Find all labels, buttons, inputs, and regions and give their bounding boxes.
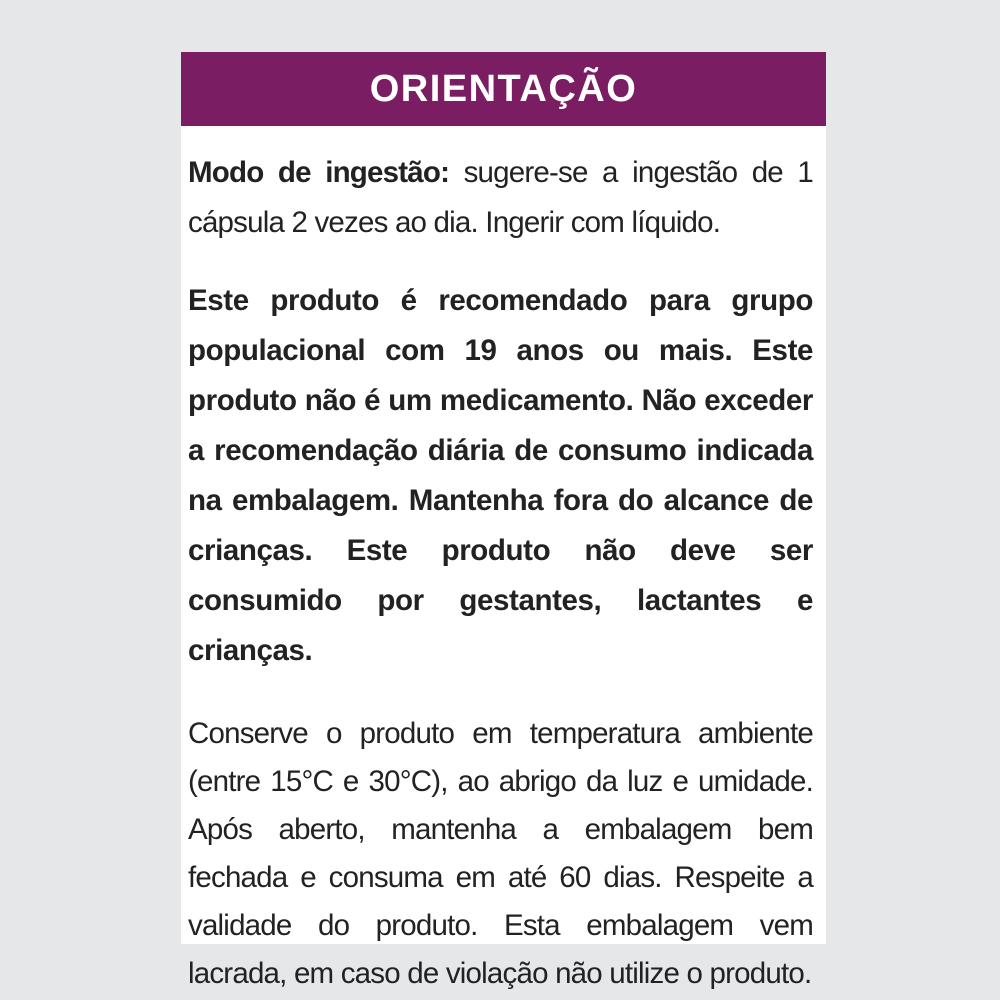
card-header — [181, 52, 826, 126]
card-content — [181, 126, 826, 998]
warning-paragraph: Este produto é recomendado para grupo populacional com 19 anos ou mais. Este produto não é um medicamento. Não exceder a recomendação diária de consumo indicada na embalagem. Mantenha fora do alcance de crianças. Este produto não deve ser consumido por gestantes, lactantes e crianças. — [188, 284, 813, 667]
ingestion-label: Modo de ingestão: — [188, 156, 450, 189]
ingestion-text: sugere-se a ingestão de 1 cápsula 2 vezes ao dia. Ingerir com líquido. — [188, 156, 813, 239]
orientation-card — [181, 52, 826, 990]
storage-paragraph: Conserve o produto em temperatura ambiente (entre 15°C e 30°C), ao abrigo da luz e umidade. Após aberto, mantenha a embalagem bem fechada e consuma em até 60 dias. Respeite a validade do produto. Esta embalagem vem lacrada, em caso de violação não utilize o produto. — [188, 717, 813, 990]
ingestion-paragraph — [188, 148, 813, 248]
header-title: ORIENTAÇÃO — [369, 67, 638, 110]
